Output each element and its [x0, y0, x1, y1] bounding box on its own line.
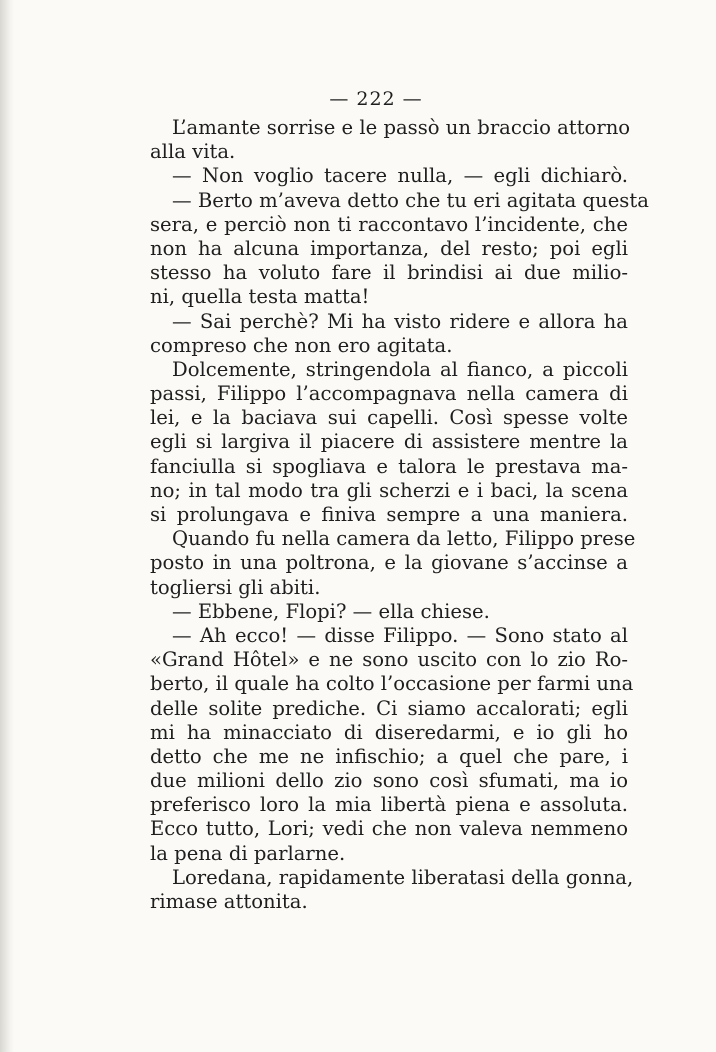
text-line: berto, il quale ha colto l’occasione per farmi una: [150, 672, 634, 696]
text-line: sera, e perciò non ti raccontavo l’incidente, che: [150, 212, 628, 236]
text-line: ni, quella testa matta!: [150, 285, 370, 309]
text-line: lei, e la baciava sui capelli. Così spesse volte: [150, 406, 628, 430]
text-line: — Berto m’aveva detto che tu eri agitata questa: [172, 188, 649, 212]
text-line: passi, Filippo l’accompagnava nella camera di: [150, 382, 628, 406]
text-line: mi ha minacciato di diseredarmi, e io gli ho: [150, 720, 628, 744]
text-line: — Sai perchè? Mi ha visto ridere e allora ha: [172, 309, 628, 333]
text-line: Ecco tutto, Lori; vedi che non valeva nemmeno: [150, 817, 628, 841]
text-line: stesso ha voluto fare il brindisi ai due milio-: [150, 261, 628, 285]
text-line: alla vita.: [150, 140, 236, 164]
page-number: — 222 —: [329, 88, 423, 110]
page-edge-shadow: [0, 0, 14, 1052]
text-line: delle solite prediche. Ci siamo accalorati; egli: [150, 696, 628, 720]
body-text: [150, 116, 649, 914]
text-line: Quando fu nella camera da letto, Filippo prese: [172, 527, 636, 551]
text-line: «Grand Hôtel» e ne sono uscito con lo zio Ro-: [150, 648, 628, 672]
text-line: si prolungava e finiva sempre a una maniera.: [150, 503, 628, 526]
text-line: egli si largiva il piacere di assistere mentre la: [150, 430, 628, 454]
text-line: — Ah ecco! — disse Filippo. — Sono stato al: [172, 623, 628, 647]
text-line: due milioni dello zio sono così sfumati, ma io: [150, 769, 628, 793]
text-line: Loredana, rapidamente liberatasi della gonna,: [172, 865, 634, 889]
text-line: togliersi gli abiti.: [150, 575, 321, 599]
text-line: preferisco loro la mia libertà piena e assoluta.: [150, 793, 628, 817]
text-line: — Non voglio tacere nulla, — egli dichiarò.: [172, 164, 628, 188]
text-line: fanciulla si spogliava e talora le prestava ma-: [150, 454, 628, 478]
text-line: non ha alcuna importanza, del resto; poi egli: [150, 236, 628, 260]
text-line: rimase attonita.: [150, 890, 308, 913]
text-line: posto in una poltrona, e la giovane s’accinse a: [150, 551, 628, 575]
text-line: no; in tal modo tra gli scherzi e i baci, la scena: [150, 478, 628, 502]
text-line: — Ebbene, Flopi? — ella chiese.: [172, 599, 490, 623]
text-line: L’amante sorrise e le passò un braccio attorno: [172, 116, 631, 139]
text-line: detto che me ne infischio; a quel che pare, i: [150, 744, 628, 768]
text-line: Dolcemente, stringendola al fianco, a piccoli: [172, 357, 628, 381]
text-line: la pena di parlarne.: [150, 841, 346, 865]
text-line: compreso che non ero agitata.: [150, 333, 453, 357]
